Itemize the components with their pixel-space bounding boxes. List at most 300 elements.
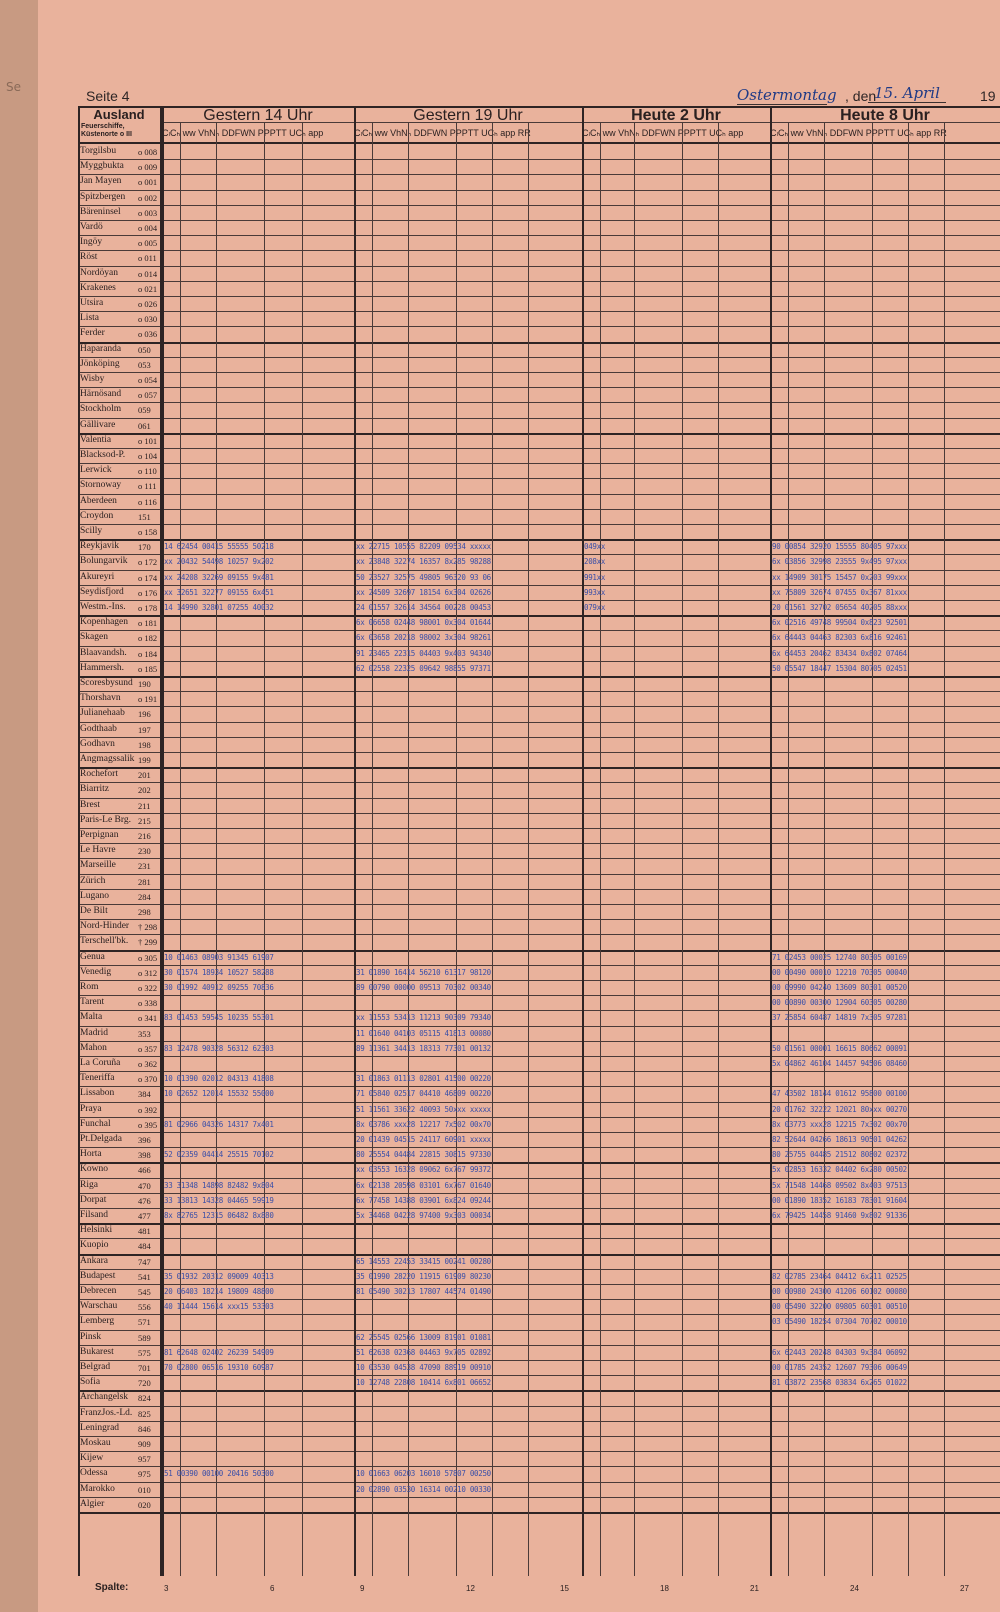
station-name: Westm.-Ins. (80, 602, 126, 612)
station-code: o 158 (138, 527, 158, 537)
station-name: Seydisfjord (80, 586, 124, 597)
station-name: Angmagssalik (80, 754, 135, 764)
spalte-label: Spalte: (95, 1582, 129, 1593)
observation-entry: 8x 03786 xxx28 12217 7x502 00x70 (356, 1119, 491, 1129)
station-name: De Bilt (80, 906, 108, 916)
station-name: Aberdeen (80, 495, 117, 506)
observation-entry: 82 52644 04266 18613 90501 04262 (772, 1135, 907, 1144)
station-name: Belgrad (80, 1362, 111, 1372)
observation-table (78, 106, 1000, 1576)
station-code: o 181 (138, 618, 158, 629)
column-rule (600, 122, 601, 1576)
block-cols-gestern-19: CₗCₕ ww VhNₕ DDFWN PPPTT UCₕ app RR (354, 128, 531, 138)
observation-entry: 991xx (584, 572, 606, 582)
station-name: Krakenes (80, 282, 116, 293)
station-code: 284 (138, 891, 151, 902)
observation-entry: 11 01640 04103 05115 41813 00080 (356, 1028, 491, 1038)
station-name: Wisby (80, 374, 105, 384)
station-code: 053 (138, 359, 151, 370)
station-code: 061 (138, 420, 151, 431)
column-rule (492, 122, 493, 1576)
station-code: 476 (138, 1195, 151, 1206)
station-name: Ankara (80, 1255, 108, 1266)
station-code: † 299 (138, 937, 158, 948)
station-code: 545 (138, 1287, 151, 1297)
station-code: o 191 (138, 694, 158, 705)
station-code: o 030 (138, 314, 158, 325)
column-rule (944, 122, 945, 1576)
station-code: o 178 (138, 603, 158, 613)
station-code: 541 (138, 1271, 151, 1282)
observation-entry: 35 01990 28220 11915 61909 80230 (356, 1271, 491, 1281)
observation-entry: 079xx (584, 603, 606, 612)
observation-entry: 91 23465 22315 04403 9x403 94340 (356, 648, 491, 658)
station-code: 466 (138, 1165, 151, 1176)
station-code: o 008 (138, 147, 158, 157)
station-name: Reykjavik (80, 541, 120, 552)
block-title-heute-2: Heute 2 Uhr (631, 107, 721, 124)
station-code: 571 (138, 1317, 151, 1328)
station-code: 747 (138, 1256, 151, 1267)
station-code: o 014 (138, 268, 158, 279)
station-code: o 184 (138, 648, 158, 659)
weekday-handwritten: Ostermontag (737, 86, 837, 104)
observation-entry: 00 00980 24300 41206 60102 00080 (772, 1287, 907, 1296)
station-name: Scoresbysund (80, 678, 133, 688)
block-cols-gestern-14: CₗCₕ ww VhNₕ DDFWN PPPTT UCₕ app (162, 128, 324, 138)
column-rule (302, 122, 303, 1576)
station-name: Pinsk (80, 1331, 102, 1342)
station-name: Bolungarvik (80, 556, 128, 567)
station-name: Bäreninsel (80, 206, 121, 217)
station-code: 211 (138, 800, 151, 811)
station-code: 190 (138, 679, 151, 689)
observation-entry: 50 23527 32575 49805 96320 93 06 (356, 572, 491, 582)
station-name: Jönköping (80, 358, 120, 369)
observation-entry: 62 25545 02566 13009 81901 01081 (356, 1332, 491, 1342)
station-name: Helsinki (80, 1225, 113, 1236)
observation-entry: 6x 03658 20218 98002 3x304 98261 (356, 633, 491, 643)
observation-entry: xx 24509 32697 18154 6x304 02626 (356, 587, 491, 597)
station-name: Biarritz (80, 784, 110, 795)
station-name: Funchal (80, 1118, 111, 1129)
station-code: 201 (138, 770, 151, 781)
station-name: Härnösand (80, 389, 122, 400)
observation-entry: xx 03553 16328 09062 6x767 99372 (356, 1165, 491, 1175)
column-rule (908, 122, 909, 1576)
station-name: Lista (80, 313, 99, 324)
station-name: Tarent (80, 997, 105, 1008)
station-code: o 002 (138, 192, 158, 203)
station-name: Stockholm (80, 404, 122, 415)
station-code: o 357 (138, 1043, 158, 1054)
column-number: 9 (360, 1584, 365, 1593)
station-code: o 054 (138, 375, 158, 385)
observation-entry: 049xx (584, 542, 606, 552)
station-code: 470 (138, 1180, 151, 1191)
station-code: 231 (138, 861, 151, 872)
year-prefix: 19 (980, 88, 996, 104)
column-rule (216, 122, 217, 1576)
station-code: o 009 (138, 162, 158, 173)
page-label: Seite 4 (86, 88, 130, 104)
station-code: o 338 (138, 998, 158, 1009)
observation-entry: 30 01574 18934 10527 58288 (164, 967, 274, 977)
station-name: Gällivare (80, 419, 116, 430)
station-name: Rochefort (80, 769, 118, 780)
station-name: Blaavandsh. (80, 647, 127, 658)
station-code: o 395 (138, 1119, 158, 1130)
station-code: 384 (138, 1089, 151, 1100)
observation-entry: 33 13813 14328 04465 59919 (164, 1195, 274, 1205)
station-code: 198 (138, 739, 151, 750)
column-number: 3 (164, 1584, 169, 1593)
station-name: Spitzbergen (80, 191, 126, 202)
station-name: Lissabon (80, 1088, 115, 1099)
station-name: Horta (80, 1149, 102, 1160)
station-code: 010 (138, 1484, 151, 1495)
observation-entry: 10 02652 12014 15532 55000 (164, 1089, 274, 1099)
station-name: Akureyri (80, 571, 115, 582)
observation-entry: 65 14553 22453 33415 00241 00280 (356, 1256, 491, 1266)
station-name: Genua (80, 951, 105, 962)
station-name: Debrecen (80, 1286, 117, 1296)
table-top-rule (78, 106, 1000, 108)
station-code: o 057 (138, 390, 158, 401)
observation-entry: 20 06403 18214 19809 48800 (164, 1287, 274, 1296)
observation-entry: xx 14909 30175 15457 0x203 99xxx (772, 572, 907, 582)
observation-entry: 00 01785 24352 12607 79306 00649 (772, 1363, 907, 1372)
station-name: Kowno (80, 1164, 108, 1175)
station-name: FranzJos.-Ld. (80, 1407, 133, 1418)
observation-entry: 35 01932 20312 09009 40313 (164, 1271, 274, 1281)
column-number: 18 (660, 1584, 669, 1593)
observation-entry: xx 75809 32674 07455 0x367 81xxx (772, 587, 907, 597)
station-name: Le Havre (80, 845, 116, 856)
station-code: 281 (138, 876, 151, 887)
station-name: Marseille (80, 860, 116, 871)
station-code: o 110 (138, 466, 157, 477)
station-code: 825 (138, 1408, 151, 1419)
observation-entry: 8x 82765 12315 06482 8x880 (164, 1211, 274, 1220)
observation-entry: 81 62648 02402 26239 54909 (164, 1347, 274, 1357)
observation-entry: 6x 03856 32998 23555 9x495 97xxx (772, 557, 907, 567)
observation-entry: 89 00790 00000 09513 70302 00340 (356, 983, 491, 992)
station-code: 230 (138, 846, 151, 857)
column-rule (824, 122, 825, 1576)
station-code: 720 (138, 1378, 151, 1389)
observation-entry: 24 01557 32614 34564 00228 00453 (356, 603, 491, 612)
station-code: 477 (138, 1211, 151, 1221)
station-name: Hammersh. (80, 662, 125, 673)
station-code: 575 (138, 1347, 151, 1358)
observation-entry: 71 02453 00025 12740 80305 00169 (772, 952, 907, 962)
column-rule (264, 122, 265, 1576)
observation-entry: 70 02800 06516 19310 60987 (164, 1363, 274, 1372)
observation-entry: 20 02890 03530 16314 00210 00330 (356, 1484, 491, 1494)
observation-entry: 20 01561 32702 05654 40205 88xxx (772, 603, 907, 612)
observation-entry: 10 01463 08903 91345 61907 (164, 952, 274, 962)
station-name: Zürich (80, 875, 106, 886)
ausland-heading: Ausland (93, 107, 145, 122)
observation-entry: 50 05547 18447 15304 80705 02451 (772, 663, 907, 673)
column-number: 6 (270, 1584, 275, 1593)
station-name: Godhavn (80, 738, 115, 749)
block-title-rule (162, 122, 1000, 123)
station-code: o 011 (138, 253, 157, 264)
observation-entry: 5x 04862 46104 14457 94506 08460 (772, 1059, 907, 1068)
station-name: Kuopio (80, 1240, 109, 1251)
observation-entry: 10 03530 04538 47090 88919 00910 (356, 1363, 491, 1372)
station-code: o 185 (138, 663, 158, 674)
observation-entry: 10 12748 22808 10414 6x801 06652 (356, 1378, 491, 1388)
station-code: 589 (138, 1332, 151, 1343)
station-code: 298 (138, 907, 151, 917)
station-code: 215 (138, 815, 151, 826)
observation-entry: 20 01439 04515 24117 60901 xxxxx (356, 1135, 491, 1144)
station-name: Lerwick (80, 465, 112, 476)
station-name: Jan Mayen (80, 176, 122, 187)
observation-entry: 30 01992 40912 09255 70836 (164, 983, 274, 992)
station-code: 846 (138, 1423, 151, 1434)
observation-entry: 80 25554 04484 22815 30815 97330 (356, 1150, 491, 1160)
station-name: La Coruña (80, 1058, 121, 1068)
station-code: o 021 (138, 283, 158, 294)
station-name: Godthaab (80, 723, 117, 734)
observation-entry: 00 05490 32200 09805 60301 00510 (772, 1302, 907, 1312)
station-code: o 001 (138, 177, 158, 188)
station-code: 909 (138, 1439, 151, 1449)
station-code: o 341 (138, 1013, 158, 1024)
observation-entry: 208xx (584, 557, 606, 567)
station-code: 199 (138, 755, 151, 765)
observation-entry: 14 14990 32801 07255 40032 (164, 603, 274, 612)
block-title-gestern-19: Gestern 19 Uhr (413, 107, 523, 124)
station-name: Warschau (80, 1301, 118, 1312)
station-code: 396 (138, 1135, 151, 1145)
station-name: Skagen (80, 632, 108, 643)
station-name: Malta (80, 1012, 103, 1023)
station-name: Sofia (80, 1377, 101, 1388)
block-cols-heute-2: CₗCₕ ww VhNₕ DDFWN PPPTT UCₕ app (582, 128, 744, 138)
column-rule (682, 122, 683, 1576)
column-rule (528, 122, 529, 1576)
station-name: Nord-Hinder (80, 921, 130, 932)
column-rule (872, 122, 873, 1576)
column-rule (718, 122, 719, 1576)
station-code: 197 (138, 724, 151, 735)
station-code: o 172 (138, 557, 158, 568)
column-rule (180, 122, 181, 1576)
station-name: Pt.Delgada (80, 1134, 122, 1144)
block-title-heute-8: Heute 8 Uhr (840, 107, 930, 124)
observation-entry: 47 43502 18144 01612 95800 00100 (772, 1089, 907, 1099)
station-code: o 322 (138, 983, 158, 993)
station-code: o 104 (138, 451, 158, 461)
observation-entry: 6x 02138 20598 03101 6x767 01640 (356, 1180, 491, 1190)
observation-entry: 90 00854 32920 15555 80405 97xxx (772, 542, 907, 552)
observation-entry: 33 31348 14898 82482 9x804 (164, 1180, 274, 1190)
observation-entry: 6x 64443 04463 82303 6x816 92461 (772, 633, 907, 643)
observation-entry: 14 62454 00415 55555 50218 (164, 542, 274, 552)
station-name: Bukarest (80, 1346, 114, 1357)
station-code: 353 (138, 1028, 151, 1039)
station-name: Kijew (80, 1453, 104, 1464)
station-name: Madrid (80, 1027, 108, 1038)
station-name: Mahon (80, 1042, 107, 1053)
observation-entry: 51 00390 00100 20416 50300 (164, 1469, 274, 1479)
station-name: Filsand (80, 1210, 108, 1220)
date-handwritten: 15. April (868, 84, 946, 103)
observation-entry: 00 01890 18352 16183 78301 91604 (772, 1195, 907, 1205)
station-name: Vardö (80, 222, 103, 232)
station-name: Scilly (80, 526, 103, 536)
station-code: o 370 (138, 1074, 158, 1085)
observation-entry: 6x 62443 20248 04303 9x384 06092 (772, 1347, 907, 1357)
column-rule (372, 122, 373, 1576)
previous-page-edge (0, 0, 38, 1612)
station-name: Torgilsbu (80, 146, 117, 156)
station-name: Archangelsk (80, 1392, 129, 1403)
observation-entry: 6x 79425 14458 91460 9x802 91336 (772, 1211, 907, 1220)
observation-entry: 20 01762 32222 12021 80xxx 00270 (772, 1104, 907, 1114)
observation-entry: xx 22715 10555 82209 09534 xxxxx (356, 542, 491, 552)
station-code: 216 (138, 831, 151, 841)
station-name: Lugano (80, 890, 110, 901)
back-page-mark: Se (6, 80, 21, 94)
observation-entry: 6x 77458 14388 03901 6x824 09244 (356, 1195, 491, 1205)
station-code: 398 (138, 1150, 151, 1161)
station-name: Thorshavn (80, 693, 121, 704)
observation-entry: 03 05490 18254 07304 70702 00010 (772, 1317, 907, 1327)
column-rule (788, 122, 789, 1576)
observation-entry: 83 01453 59545 10235 55301 (164, 1013, 274, 1023)
station-code: o 003 (138, 207, 158, 218)
station-name: Leningrad (80, 1422, 120, 1433)
observation-entry: 5x 71548 14468 09502 8x403 97513 (772, 1180, 907, 1190)
station-code: 151 (138, 511, 151, 522)
station-name: Myggbukta (80, 161, 124, 172)
observation-entry: xx 32651 32277 09155 6x451 (164, 587, 274, 597)
station-code: o 392 (138, 1104, 158, 1115)
observation-entry: 40 11444 15614 xxx15 53303 (164, 1302, 274, 1312)
station-name: Budapest (80, 1270, 116, 1281)
station-code: o 176 (138, 587, 158, 598)
observation-entry: 5x 34468 04228 97400 9x303 00034 (356, 1211, 491, 1220)
station-name: Paris-Le Brg. (80, 814, 132, 825)
observation-entry: 83 12478 90328 56312 62303 (164, 1043, 274, 1053)
station-code: 170 (138, 542, 151, 553)
feuerschiffe-heading: Feuerschiffe, Küstenorte o III (81, 123, 132, 138)
station-name: Blacksod-P. (80, 450, 126, 460)
station-code: 202 (138, 785, 151, 796)
station-name: Dorpat (80, 1194, 107, 1205)
station-code: o 312 (138, 967, 158, 978)
station-name: Lemberg (80, 1316, 115, 1327)
observation-entry: 37 25854 60487 14819 7x305 97281 (772, 1013, 907, 1023)
station-code: o 305 (138, 952, 158, 963)
station-name: Marokko (80, 1483, 115, 1494)
date-prefix-label: , den (845, 88, 877, 104)
station-code: o 026 (138, 299, 158, 309)
station-name: Ferder (80, 328, 105, 339)
observation-entry: 00 00490 00010 12210 70305 00040 (772, 967, 907, 977)
column-rule (408, 122, 409, 1576)
observation-entry: xx 23848 32274 16357 8x285 98288 (356, 557, 491, 567)
station-name: Riga (80, 1179, 98, 1190)
observation-entry: 50 01561 00001 16615 80662 00091 (772, 1043, 907, 1053)
observation-entry: 31 01863 01113 02801 41500 00220 (356, 1074, 491, 1084)
observation-entry: 5x 02853 16332 04402 6x280 00502 (772, 1165, 907, 1175)
station-name: Utsira (80, 298, 104, 308)
observation-entry: 80 25755 04485 21512 80802 02372 (772, 1150, 907, 1160)
column-number: 27 (960, 1584, 969, 1593)
station-code: o 116 (138, 496, 157, 507)
observation-entry: 00 09990 04240 13609 80301 00520 (772, 983, 907, 992)
station-name: Nordöyan (80, 267, 118, 278)
station-name: Julianehaab (80, 708, 125, 719)
column-number: 15 (560, 1584, 569, 1593)
station-name: Valentia (80, 434, 112, 445)
station-name: Algier (80, 1498, 105, 1509)
station-name: Venedig (80, 966, 112, 977)
station-code: o 036 (138, 329, 158, 340)
observation-entry: 00 00890 00300 12904 60305 00280 (772, 998, 907, 1008)
observation-entry: 6x 02516 49748 99504 0x823 92501 (772, 618, 907, 628)
station-code: o 111 (138, 481, 157, 492)
station-code: o 182 (138, 633, 158, 644)
observation-entry: xx 20432 54498 10257 9x202 (164, 557, 274, 567)
observation-entry: 81 05490 30213 17807 44574 01490 (356, 1287, 491, 1296)
observation-entry: 6x 64453 20462 83434 0x802 07464 (772, 648, 907, 658)
observation-entry: 81 02966 04326 14317 7x401 (164, 1119, 274, 1129)
column-number: 12 (466, 1584, 475, 1593)
station-code: 484 (138, 1241, 151, 1252)
station-name: Ingöy (80, 237, 103, 248)
station-name: Croydon (80, 510, 114, 521)
station-code: o 101 (138, 435, 158, 446)
station-name: Rom (80, 982, 99, 992)
station-code: o 004 (138, 223, 158, 233)
block-title-gestern-14: Gestern 14 Uhr (203, 107, 313, 124)
station-name: Kopenhagen (80, 617, 129, 628)
station-code: 701 (138, 1363, 151, 1373)
observation-entry: 10 01663 06203 16010 57807 00250 (356, 1469, 491, 1479)
station-code: o 005 (138, 238, 158, 249)
observation-entry: 8x 03773 xxx28 12215 7x302 00x70 (772, 1119, 907, 1129)
station-code: † 298 (138, 922, 158, 933)
column-number: 24 (850, 1584, 859, 1593)
observation-entry: 82 02785 23464 04412 6x211 02525 (772, 1271, 907, 1281)
station-name: Teneriffa (80, 1073, 115, 1084)
station-name: Terschell'bk. (80, 936, 129, 947)
observation-entry: 993xx (584, 587, 606, 597)
observation-entry: 10 01390 02012 04313 41808 (164, 1074, 274, 1084)
column-rule (634, 122, 635, 1576)
station-code: 481 (138, 1226, 151, 1237)
station-code: 196 (138, 709, 151, 720)
station-name: Praya (80, 1103, 102, 1114)
station-code: 059 (138, 405, 151, 416)
station-name: Brest (80, 799, 101, 810)
station-code: 975 (138, 1469, 151, 1480)
observation-entry: 71 05840 02517 04410 46809 00220 (356, 1089, 491, 1099)
observation-entry: 6x 06658 02448 98001 0x304 01644 (356, 618, 491, 628)
observation-entry: 62 02558 22325 09642 98855 97371 (356, 663, 491, 673)
station-name: Moskau (80, 1438, 111, 1448)
station-name: Perpignan (80, 830, 119, 840)
observation-entry: xx 24208 32269 09155 9x481 (164, 572, 274, 582)
